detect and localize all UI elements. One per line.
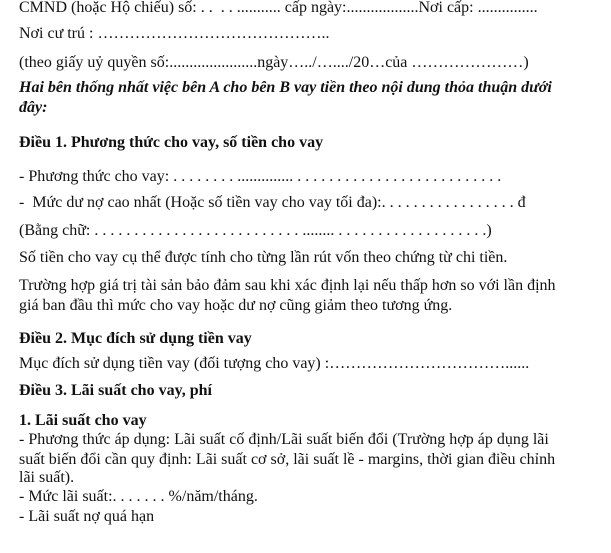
amount-in-words-line: (Bằng chữ: . . . . . . . . . . . . . . . . . . . . . . . . . . ........ . . . . . . . . . . . . . . . . . . .) (19, 222, 492, 239)
max-debt-line: - Mức dư nợ cao nhất (Hoặc số tiền vay cho vay tối đa):. . . . . . . . . . . . . . . . . đ (19, 194, 526, 211)
loan-amount-note: Số tiền cho vay cụ thể được tính cho từng lần rút vốn theo chứng từ chi tiền. (19, 249, 508, 266)
collateral-note-line2: giá ban đầu thì mức cho vay hoặc dư nợ cũng giảm theo tương ứng. (19, 297, 453, 314)
id-card-line: CMND (hoặc Hộ chiếu) số: . . . . ........... cấp ngày:..................Nơi cấp: ............... (19, 0, 538, 16)
loan-method-line: - Phương thức cho vay: . . . . . . . . .............. . . . . . . . . . . . . . . . . . . . . . . . . . . (19, 168, 502, 185)
residence-line: Nơi cư trú : …………………………………….. (19, 25, 330, 42)
authorization-line: (theo giấy uỷ quyền số:......................ngày…../…..../20…của …………………) (19, 54, 529, 71)
interest-method-line1: - Phương thức áp dụng: Lãi suất cố định/Lãi suất biến đổi (Trường hợp áp dụng lãi (19, 431, 549, 448)
collateral-note-line1: Trường hợp giá trị tài sản bảo đảm sau khi xác định lại nếu thấp hơn so với lần định (19, 277, 556, 294)
interest-section-title: 1. Lãi suất cho vay (19, 412, 147, 429)
interest-rate-line: - Mức lãi suất:. . . . . . . %/năm/tháng. (19, 488, 258, 505)
agreement-intro-cont: đây: (19, 99, 48, 116)
article-3-title: Điều 3. Lãi suất cho vay, phí (19, 382, 212, 399)
loan-purpose-line: Mục đích sử dụng tiền vay (đối tượng cho vay) :……………………………...... (19, 355, 530, 372)
article-1-title: Điều 1. Phương thức cho vay, số tiền cho vay (19, 134, 324, 151)
overdue-interest-line: - Lãi suất nợ quá hạn (19, 508, 155, 525)
article-2-title: Điều 2. Mục đích sử dụng tiền vay (19, 330, 252, 347)
interest-method-line3: lãi suất). (19, 469, 75, 486)
interest-method-line2: suất biến đổi cần quy định: Lãi suất cơ sở, lãi suất lề - margins, thời gian điều chỉnh (19, 451, 556, 468)
agreement-intro: Hai bên thống nhất việc bên A cho bên B vay tiền theo nội dung thỏa thuận dưới (19, 79, 552, 96)
